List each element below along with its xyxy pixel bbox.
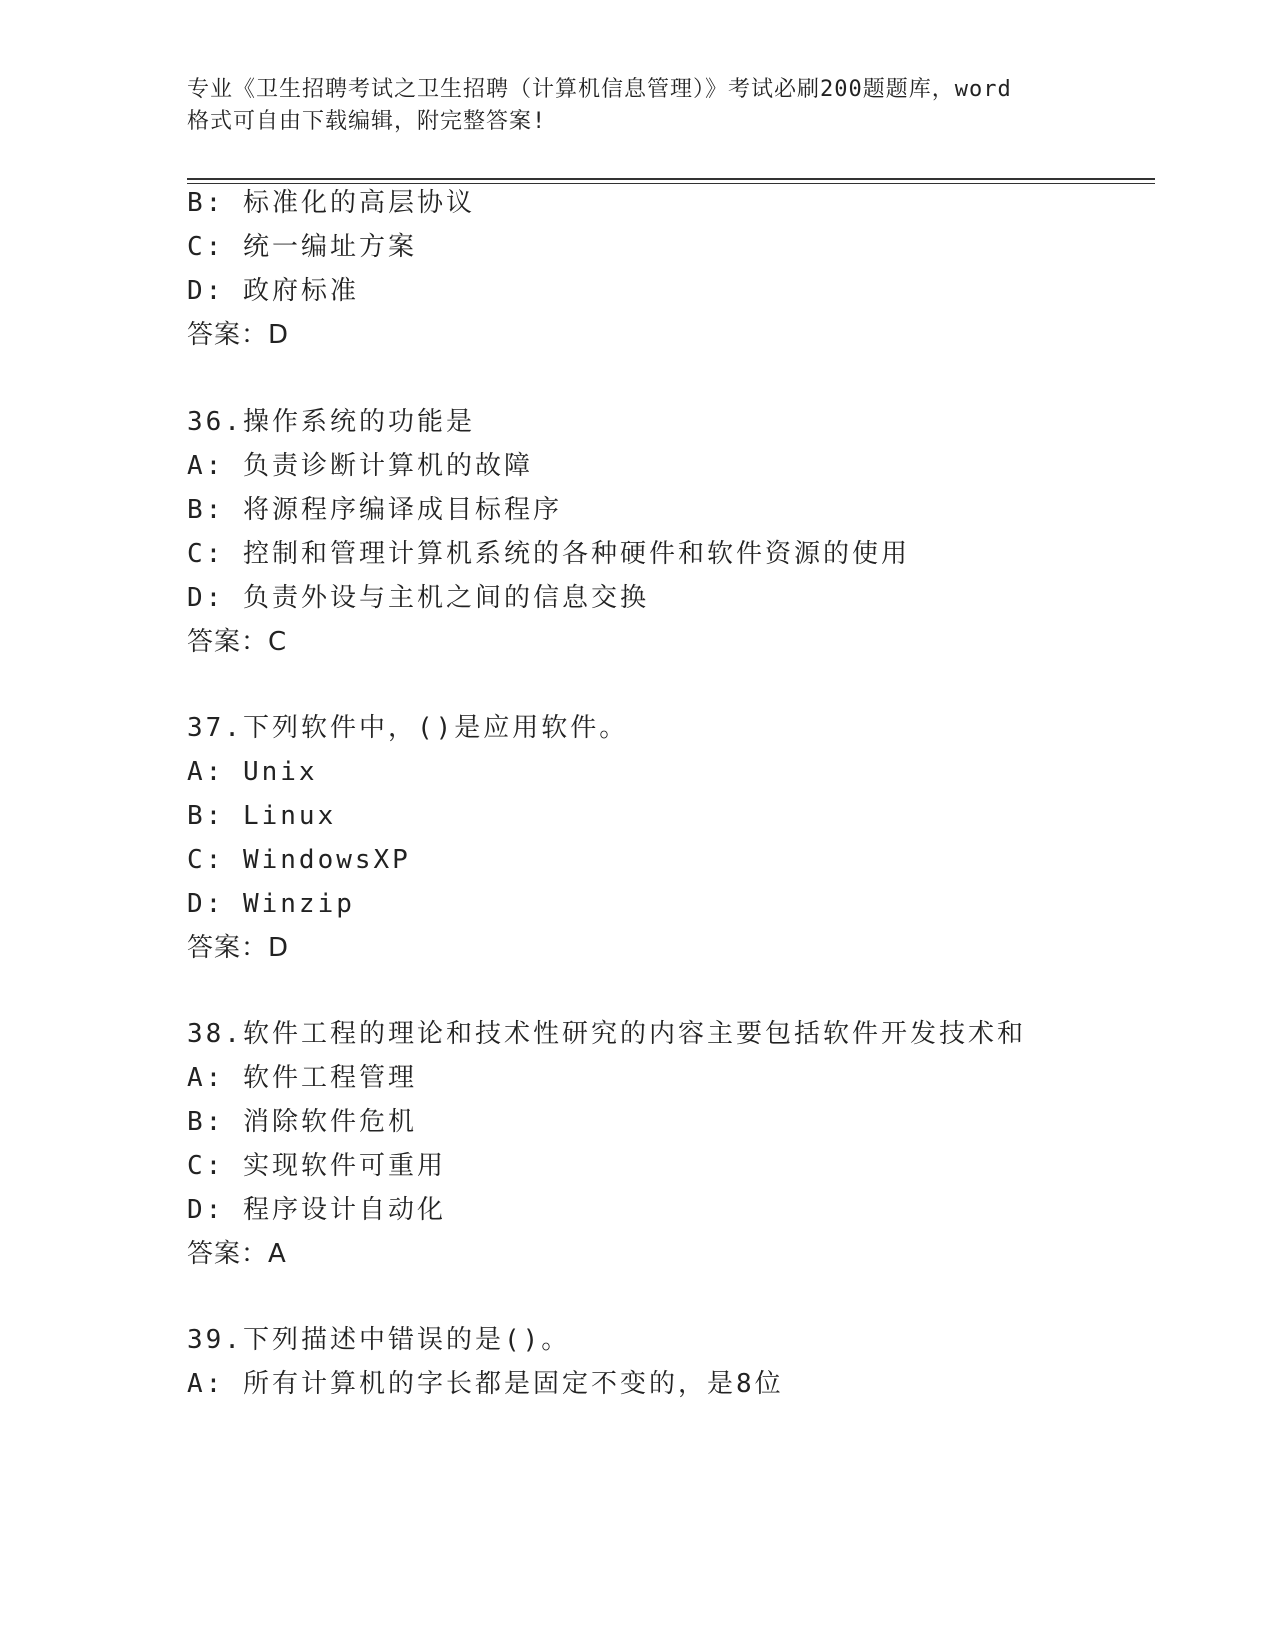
q36-option-c: C: 控制和管理计算机系统的各种硬件和软件资源的使用	[187, 539, 910, 569]
q36-option-d: D: 负责外设与主机之间的信息交换	[187, 583, 649, 613]
q38-option-c: C: 实现软件可重用	[187, 1151, 446, 1181]
q38-option-b: B: 消除软件危机	[187, 1107, 417, 1137]
q36-option-b: B: 将源程序编译成目标程序	[187, 495, 562, 525]
header-title-line-1: 专业《卫生招聘考试之卫生招聘（计算机信息管理）》考试必刷200题题库，word	[187, 77, 1012, 102]
q37-option-a: A: Unix	[187, 757, 318, 787]
q35-answer: 答案：D	[187, 320, 290, 350]
q38-option-d: D: 程序设计自动化	[187, 1195, 446, 1225]
q37-option-b: B: Linux	[187, 801, 337, 831]
q35-option-b: B: 标准化的高层协议	[187, 188, 475, 218]
q37-answer: 答案：D	[187, 933, 290, 963]
q37-question: 37.下列软件中，()是应用软件。	[187, 713, 629, 743]
q38-answer: 答案：A	[187, 1239, 287, 1269]
q36-answer: 答案：C	[187, 627, 288, 657]
q35-option-d: D: 政府标准	[187, 276, 359, 306]
header-divider-thick	[187, 178, 1155, 180]
document-header	[187, 74, 1087, 138]
q37-option-c: C: WindowsXP	[187, 845, 411, 875]
q38-question: 38.软件工程的理论和技术性研究的内容主要包括软件开发技术和	[187, 1019, 1026, 1049]
q38-option-a: A: 软件工程管理	[187, 1063, 417, 1093]
q36-option-a: A: 负责诊断计算机的故障	[187, 451, 533, 481]
header-divider-thin	[187, 183, 1155, 184]
q39-option-a: A: 所有计算机的字长都是固定不变的，是8位	[187, 1369, 784, 1399]
q39-question: 39.下列描述中错误的是()。	[187, 1325, 571, 1355]
q35-option-c: C: 统一编址方案	[187, 232, 417, 262]
q37-option-d: D: Winzip	[187, 889, 355, 919]
q36-question: 36.操作系统的功能是	[187, 407, 475, 437]
header-title-line-2: 格式可自由下载编辑，附完整答案!	[187, 109, 547, 134]
